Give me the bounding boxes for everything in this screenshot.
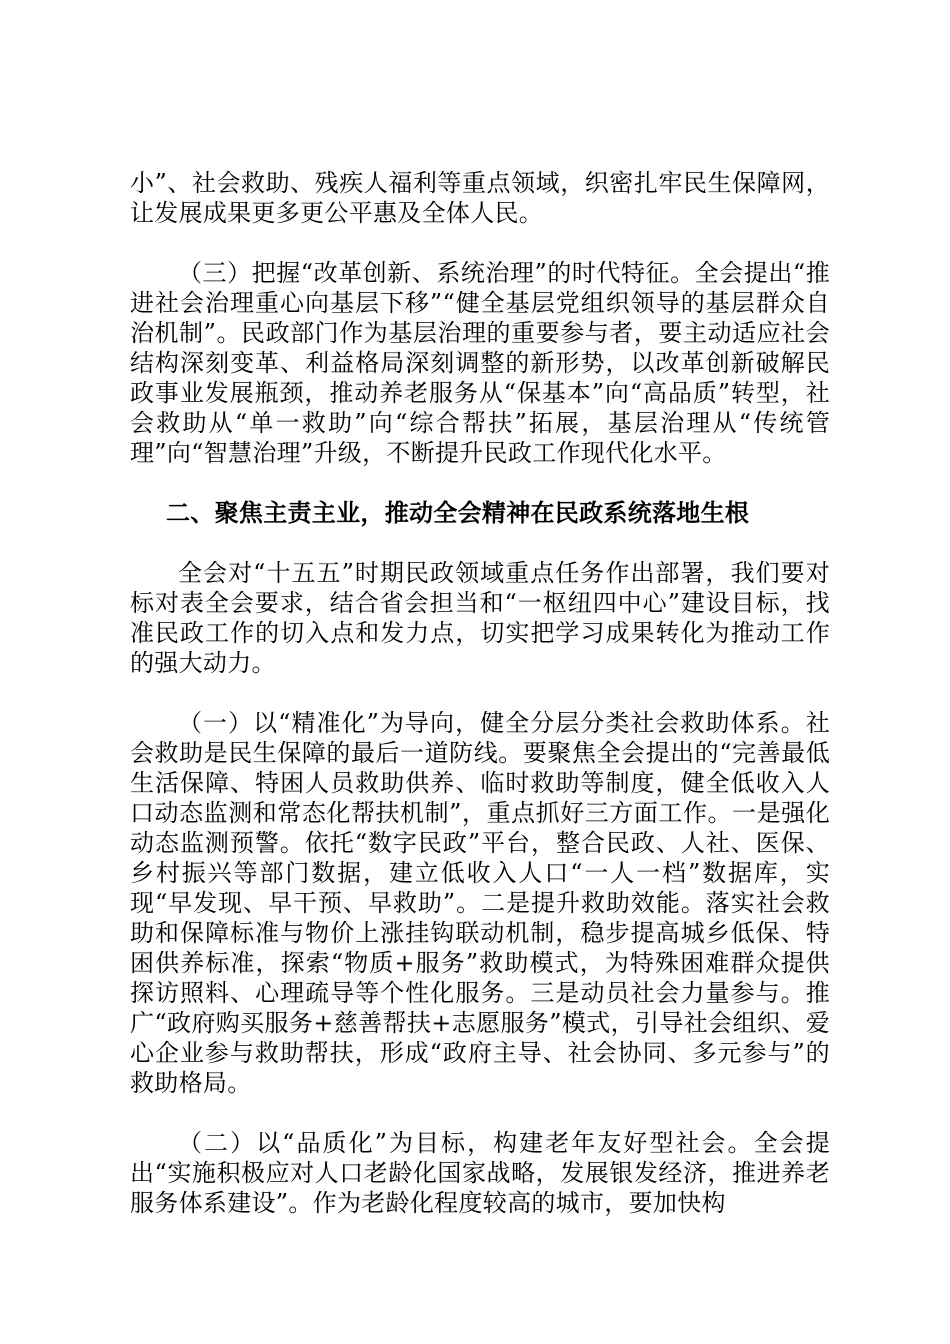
paragraph-point-two: （二）以“品质化”为目标，构建老年友好型社会。全会提出“实施积极应对人口老龄化国家战略，发展银发经济，推进养老服务体系建设”。作为老龄化程度较高的城市，要加快构	[130, 1129, 830, 1217]
paragraph-section-three: （三）把握“改革创新、系统治理”的时代特征。全会提出“推进社会治理重心向基层下移”“健全基层党组织领导的基层群众自治机制”。民政部门作为基层治理的重要参与者，要主动适应社会结构深刻变革、利益格局深刻调整的新形势，以改革创新破解民政事业发展瓶颈，推动养老服务从“保基本”向“高品质”转型，社会救助从“单一救助”向“综合帮扶”拓展，基层治理从“传统管理”向“智慧治理”升级，不断提升民政工作现代化水平。	[130, 259, 830, 467]
paragraph-point-one: （一）以“精准化”为导向，健全分层分类社会救助体系。社会救助是民生保障的最后一道防线。要聚焦全会提出的“完善最低生活保障、特困人员救助供养、临时救助等制度，健全低收入人口动态监测和常态化帮扶机制”，重点抓好三方面工作。一是强化动态监测预警。依托“数字民政”平台，整合民政、人社、医保、乡村振兴等部门数据，建立低收入人口“一人一档”数据库，实现“早发现、早干预、早救助”。二是提升救助效能。落实社会救助和保障标准与物价上涨挂钩联动机制，稳步提高城乡低保、特困供养标准，探索“物质+服务”救助模式，为特殊困难群众提供探访照料、心理疏导等个性化服务。三是动员社会力量参与。推广“政府购买服务+慈善帮扶+志愿服务”模式，引导社会组织、爱心企业参与救助帮扶，形成“政府主导、社会协同、多元参与”的救助格局。	[130, 709, 830, 1097]
paragraph-continued: 小”、社会救助、残疾人福利等重点领域，织密扎牢民生保障网，让发展成果更多更公平惠及全体人民。	[130, 169, 830, 227]
document-page	[130, 168, 830, 1248]
section-heading-two: 二、聚焦主责主业，推动全会精神在民政系统落地生根	[166, 499, 750, 527]
paragraph-intro: 全会对“十五五”时期民政领域重点任务作出部署，我们要对标对表全会要求，结合省会担当和“一枢纽四中心”建设目标，找准民政工作的切入点和发力点，切实把学习成果转化为推动工作的强大动力。	[130, 559, 830, 677]
